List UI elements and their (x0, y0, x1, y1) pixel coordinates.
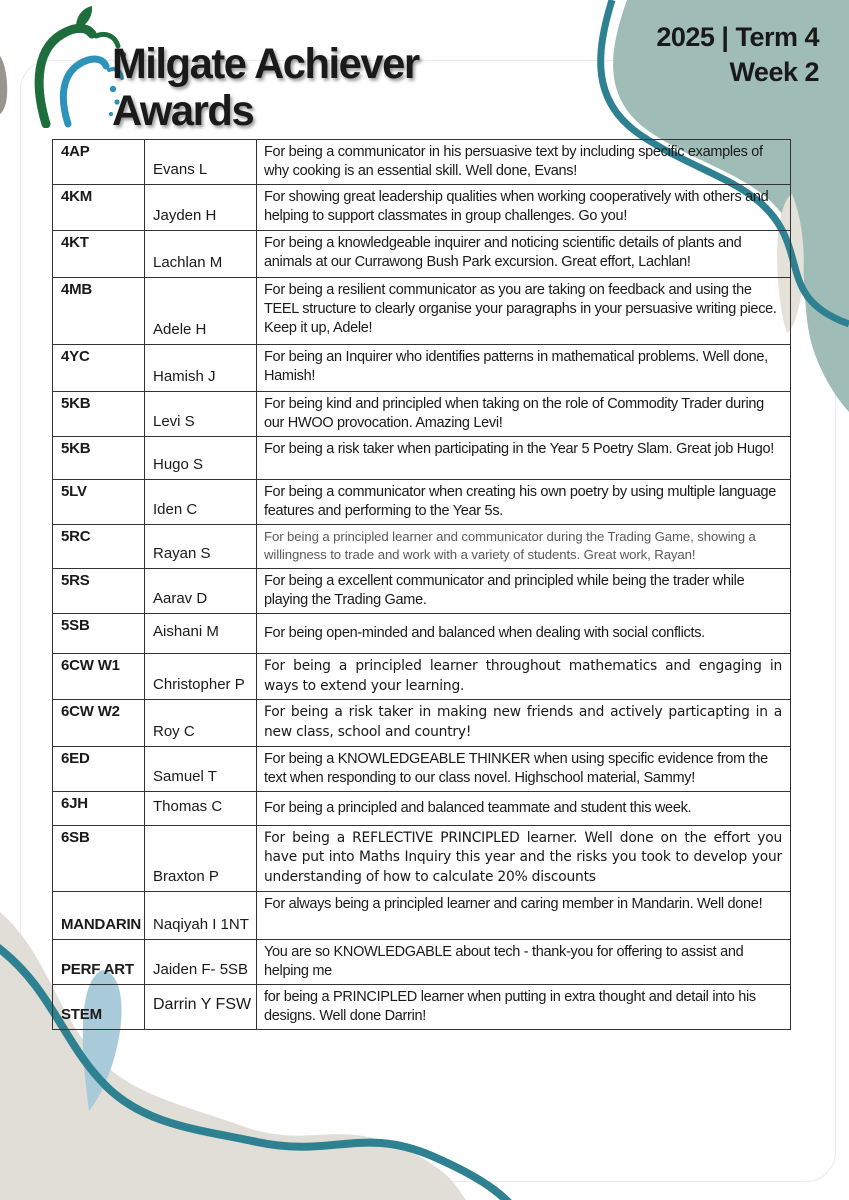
award-description-cell: For being a resilient communicator as you are taking on feedback and using the TEEL structure to clearly organise your paragraphs in your persuasive writing piece. Keep it up, Adele! (257, 277, 791, 344)
class-code-cell: 6JH (53, 791, 145, 825)
award-description-cell: For being a risk taker when participating in the Year 5 Poetry Slam. Great job Hugo! (257, 436, 791, 479)
class-code-cell: 4KM (53, 185, 145, 230)
class-code-cell: STEM (53, 984, 145, 1029)
table-row (53, 614, 791, 654)
class-code-cell: MANDARIN (53, 891, 145, 939)
student-name-cell: Samuel T (145, 746, 257, 791)
table-row (53, 479, 791, 524)
award-description-cell: For showing great leadership qualities when working cooperatively with others and helping to support classmates in group challenges. Go you! (257, 185, 791, 230)
left-gray-sliver (0, 56, 7, 114)
award-description-cell: for being a PRINCIPLED learner when putting in extra thought and detail into his designs. Well done Darrin! (257, 984, 791, 1029)
award-description-cell: For being open-minded and balanced when dealing with social conflicts. (257, 614, 791, 654)
student-name-cell: Naqiyah I 1NT (145, 891, 257, 939)
student-name-cell: Levi S (145, 391, 257, 436)
page-title-line2: Awards (112, 86, 254, 135)
term-badge-line2: Week 2 (729, 56, 819, 87)
table-row (53, 984, 791, 1029)
award-description-cell: For being a principled and balanced teammate and student this week. (257, 791, 791, 825)
class-code-cell: 4MB (53, 277, 145, 344)
table-row (53, 746, 791, 791)
student-name-cell: Jayden H (145, 185, 257, 230)
page-title (112, 41, 419, 135)
award-description-cell: For being a principled learner and communicator during the Trading Game, showing a willingness to trade and work with a variety of students. Great work, Rayan! (257, 525, 791, 569)
table-row (53, 277, 791, 344)
table-row (53, 891, 791, 939)
student-name-cell: Lachlan M (145, 230, 257, 277)
class-code-cell: 4AP (53, 140, 145, 185)
table-row (53, 825, 791, 891)
student-name-cell: Thomas C (145, 791, 257, 825)
class-code-cell: 6CW W2 (53, 700, 145, 746)
student-name-cell: Evans L (145, 140, 257, 185)
class-code-cell: 5RS (53, 568, 145, 613)
table-row (53, 140, 791, 185)
student-name-cell: Aarav D (145, 568, 257, 613)
term-badge (656, 20, 819, 89)
award-description-cell: For being kind and principled when taking on the role of Commodity Trader during our HWOO provocation. Amazing Levi! (257, 391, 791, 436)
award-description-cell: For being an Inquirer who identifies patterns in mathematical problems. Well done, Hamish! (257, 344, 791, 391)
award-description-cell: For being a communicator in his persuasive text by including specific examples of why cooking is an essential skill. Well done, Evans! (257, 140, 791, 185)
awards-table (52, 139, 791, 1030)
class-code-cell: 5KB (53, 391, 145, 436)
award-description-cell: For always being a principled learner and caring member in Mandarin. Well done! (257, 891, 791, 939)
class-code-cell: 6SB (53, 825, 145, 891)
table-row (53, 344, 791, 391)
class-code-cell: 6CW W1 (53, 654, 145, 700)
class-code-cell: 5KB (53, 436, 145, 479)
table-row (53, 230, 791, 277)
award-description-cell: For being a risk taker in making new friends and actively particapting in a new class, school and country! (257, 700, 791, 746)
student-name-cell: Adele H (145, 277, 257, 344)
student-name-cell: Rayan S (145, 525, 257, 569)
class-code-cell: 4YC (53, 344, 145, 391)
award-description-cell: For being a KNOWLEDGEABLE THINKER when using specific evidence from the text when responding to our class novel. Highschool material, Sammy! (257, 746, 791, 791)
table-row (53, 525, 791, 569)
table-row (53, 185, 791, 230)
award-description-cell: For being a knowledgeable inquirer and noticing scientific details of plants and animals at our Currawong Bush Park excursion. Great effort, Lachlan! (257, 230, 791, 277)
term-badge-line1: 2025 | Term 4 (656, 22, 819, 52)
class-code-cell: 5LV (53, 479, 145, 524)
table-row (53, 939, 791, 984)
table-row (53, 654, 791, 700)
page-title-line1: Milgate Achiever (112, 39, 419, 88)
student-name-cell: Hugo S (145, 436, 257, 479)
class-code-cell: 4KT (53, 230, 145, 277)
student-name-cell: Braxton P (145, 825, 257, 891)
student-name-cell: Jaiden F- 5SB (145, 939, 257, 984)
class-code-cell: 5SB (53, 614, 145, 654)
student-name-cell: Iden C (145, 479, 257, 524)
student-name-cell: Darrin Y FSW (145, 984, 257, 1029)
student-name-cell: Aishani M (145, 614, 257, 654)
award-description-cell: For being a REFLECTIVE PRINCIPLED learner. Well done on the effort you have put into Maths Inquiry this year and the risks you took to develop your understanding of how to calculate 20% discounts (257, 825, 791, 891)
award-description-cell: For being a excellent communicator and principled while being the trader while playing the Trading Game. (257, 568, 791, 613)
table-row (53, 391, 791, 436)
table-row (53, 436, 791, 479)
award-description-cell: You are so KNOWLEDGABLE about tech - thank-you for offering to assist and helping me (257, 939, 791, 984)
student-name-cell: Hamish J (145, 344, 257, 391)
class-code-cell: 5RC (53, 525, 145, 569)
class-code-cell: PERF ART (53, 939, 145, 984)
award-description-cell: For being a communicator when creating his own poetry by using multiple language features and performing to the Year 5s. (257, 479, 791, 524)
award-description-cell: For being a principled learner throughout mathematics and engaging in ways to extend your learning. (257, 654, 791, 700)
table-row (53, 791, 791, 825)
student-name-cell: Christopher P (145, 654, 257, 700)
table-row (53, 700, 791, 746)
student-name-cell: Roy C (145, 700, 257, 746)
class-code-cell: 6ED (53, 746, 145, 791)
table-row (53, 568, 791, 613)
